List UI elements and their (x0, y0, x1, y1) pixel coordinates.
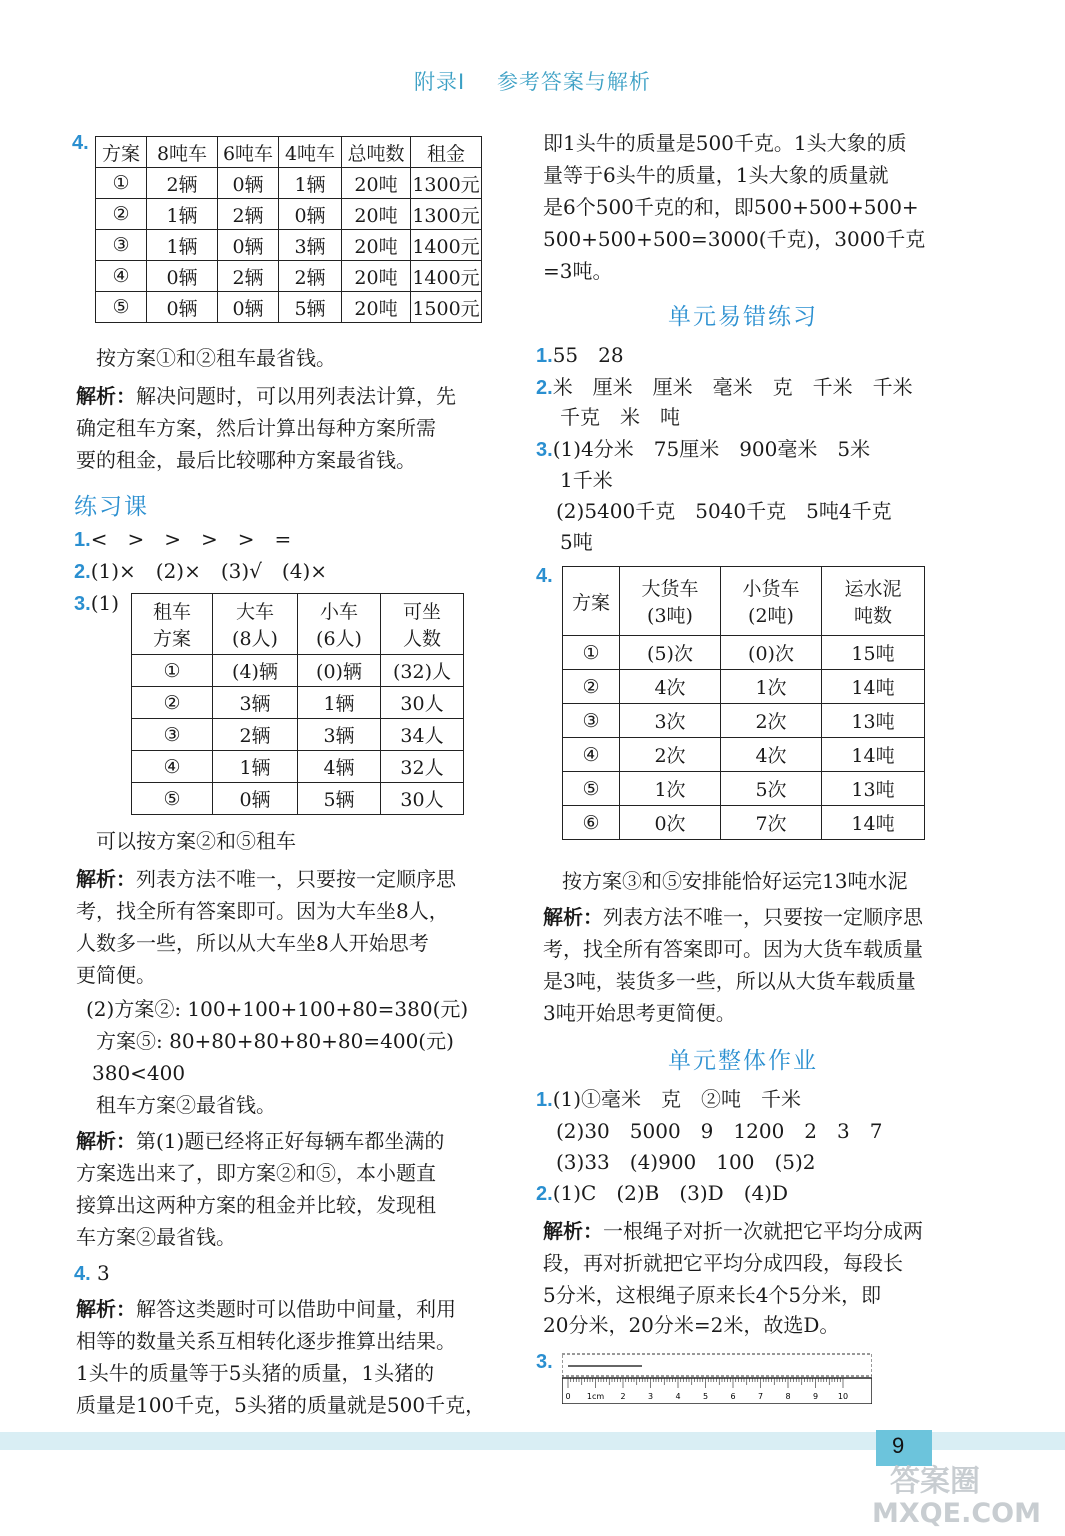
ruler-label: 10 (837, 1392, 849, 1401)
cont-3: 是6个500千克的和，即500+500+500+ (543, 195, 919, 219)
table-row (132, 751, 464, 783)
table-cell: 5辆 (298, 783, 381, 815)
table-cell: ① (563, 636, 620, 670)
e4-analysis-4: 3吨开始思考更简便。 (543, 1001, 736, 1025)
table-header: 小车 (6人) (298, 594, 381, 655)
table-header: 租车 方案 (132, 594, 213, 655)
cont-4: 500+500+500=3000(千克)，3000千克 (543, 227, 926, 251)
table-row (563, 772, 925, 806)
practice-q1: 1.< > > > > = (74, 527, 292, 551)
table-cell: (0)辆 (298, 655, 381, 687)
header-title: 参考答案与解析 (496, 70, 651, 94)
w2-analysis-3: 5分米，这根绳子原来长4个5分米，即 (543, 1283, 882, 1307)
w2-analysis-4: 20分米，20分米=2米，故选D。 (543, 1313, 840, 1337)
p3-analysis-4: 更简便。 (76, 963, 156, 987)
table-cell: 0辆 (218, 230, 279, 261)
table-cell: 32人 (381, 751, 464, 783)
table-header: 方案 (96, 137, 147, 168)
error-q3-line3: (2)5400千克 5040千克 5吨4千克 (556, 499, 892, 523)
practice-section-title: 练习课 (74, 494, 149, 520)
unit-section-title: 单元整体作业 (668, 1048, 818, 1074)
table-cell: (4)辆 (213, 655, 298, 687)
table-cell: 14吨 (822, 738, 925, 772)
table-cell: ③ (132, 719, 213, 751)
analysis-label: 解析： (76, 384, 136, 408)
error-q1: 1.55 28 (536, 343, 624, 367)
table-cell: 5辆 (279, 292, 342, 323)
table-cell: 3辆 (279, 230, 342, 261)
table-cell: ⑤ (132, 783, 213, 815)
unit-q1-line2: (2)30 5000 9 1200 2 3 7 (556, 1119, 883, 1143)
table-cell: 20吨 (342, 230, 411, 261)
table-cell: 3辆 (298, 719, 381, 751)
table-cell: 7次 (721, 806, 822, 840)
p3-part2-1: (2)方案②: 100+100+100+80=380(元) (86, 997, 469, 1021)
p3-conclusion: 可以按方案②和⑤租车 (96, 829, 296, 853)
practice-q4: 4. 3 (74, 1261, 110, 1285)
unit-q3: 3. (536, 1351, 553, 1373)
unit-q2: 2.(1)C (2)B (3)D (4)D (536, 1181, 789, 1205)
table-row (96, 168, 482, 199)
table-cell: 0辆 (218, 292, 279, 323)
page-number: 9 (892, 1433, 905, 1458)
table-row (132, 783, 464, 815)
e4-analysis-3: 是3吨，装货多一些，所以从大货车载质量 (543, 969, 916, 993)
q4-conclusion: 按方案①和②租车最省钱。 (96, 346, 336, 370)
table-row (96, 230, 482, 261)
table-cell: ④ (132, 751, 213, 783)
table-header: 大货车 (3吨) (620, 567, 721, 636)
p3-part2-3: 380<400 (92, 1061, 186, 1085)
table-cell: 1400元 (411, 230, 482, 261)
ruler-label: 0 (565, 1392, 571, 1401)
practice-q2: 2.(1)× (2)× (3)√ (4)× (74, 559, 328, 583)
table-cell: 4辆 (298, 751, 381, 783)
table-cell: 0辆 (279, 199, 342, 230)
table-row (96, 199, 482, 230)
table-row (132, 655, 464, 687)
table-cell: 20吨 (342, 292, 411, 323)
table-header: 大车 (8人) (213, 594, 298, 655)
table-row (96, 292, 482, 323)
ruler-label: 3 (647, 1392, 654, 1401)
p4-analysis-2: 相等的数量关系互相转化逐步推算出结果。 (76, 1329, 456, 1353)
table-row (132, 687, 464, 719)
table-header: 方案 (563, 567, 620, 636)
table-cell: 30人 (381, 783, 464, 815)
q4-number: 4. (72, 132, 89, 154)
error-q3: 3.(1)4分米 75厘米 900毫米 5米 (536, 437, 871, 461)
table-cell: 0次 (620, 806, 721, 840)
table-cell: 2辆 (147, 168, 218, 199)
table-cell: 1次 (721, 670, 822, 704)
cont-2: 量等于6头牛的质量，1头大象的质量就 (543, 163, 889, 187)
w2-analysis-1: 解析：一根绳子对折一次就把它平均分成两 (543, 1219, 923, 1243)
bus-table (131, 593, 464, 815)
p3-analysis-3: 人数多一些，所以从大车坐8人开始思考 (76, 931, 429, 955)
table-cell: 1辆 (279, 168, 342, 199)
truck-table (562, 566, 925, 840)
table-cell: 2辆 (213, 719, 298, 751)
p4-analysis-1: 解析：解答这类题时可以借助中间量，利用 (76, 1297, 456, 1321)
page-header (0, 66, 1065, 96)
p3-part2-4: 租车方案②最省钱。 (96, 1093, 276, 1117)
ruler-label: 6 (730, 1392, 736, 1401)
error-q2: 2.米 厘米 厘米 毫米 克 千米 千米 (536, 375, 913, 399)
table-cell: 3次 (620, 704, 721, 738)
table-cell: 2辆 (218, 199, 279, 230)
table-row (132, 719, 464, 751)
table-cell: 13吨 (822, 772, 925, 806)
cont-5: =3吨。 (543, 259, 613, 283)
table-header: 8吨车 (147, 137, 218, 168)
table-header: 总吨数 (342, 137, 411, 168)
table-cell: 5次 (721, 772, 822, 806)
p3-part2-2: 方案⑤: 80+80+80+80+80=400(元) (96, 1029, 454, 1053)
table-cell: ③ (563, 704, 620, 738)
table-header: 6吨车 (218, 137, 279, 168)
table-cell: ⑤ (96, 292, 147, 323)
table-cell: 0辆 (147, 292, 218, 323)
e4-conclusion: 按方案③和⑤安排能恰好运完13吨水泥 (562, 869, 908, 893)
table-cell: 0辆 (147, 261, 218, 292)
table-cell: ② (563, 670, 620, 704)
table-cell: ① (132, 655, 213, 687)
table-cell: 14吨 (822, 806, 925, 840)
watermark-url: MXQE.COM (872, 1498, 1041, 1529)
p3-analysis-2: 考，找全所有答案即可。因为大车坐8人， (76, 899, 449, 923)
table-cell: 20吨 (342, 199, 411, 230)
table-cell: 4次 (620, 670, 721, 704)
table-row (563, 806, 925, 840)
table-cell: 1次 (620, 772, 721, 806)
table-cell: ④ (96, 261, 147, 292)
table-cell: 3辆 (213, 687, 298, 719)
table-cell: 1300元 (411, 199, 482, 230)
error-section-title: 单元易错练习 (668, 304, 818, 330)
table-cell: 15吨 (822, 636, 925, 670)
table-cell: ② (96, 199, 147, 230)
p4-analysis-4: 质量是100千克，5头猪的质量就是500千克， (76, 1393, 486, 1417)
p3-analysis2-4: 车方案②最省钱。 (76, 1225, 236, 1249)
error-q4: 4. (536, 565, 553, 587)
table-cell: ① (96, 168, 147, 199)
table-cell: 20吨 (342, 168, 411, 199)
e4-analysis-1: 解析：列表方法不唯一，只要按一定顺序思 (543, 905, 923, 929)
table-cell: 2辆 (218, 261, 279, 292)
table-header: 小货车 (2吨) (721, 567, 822, 636)
table-header: 租金 (411, 137, 482, 168)
rope-box (562, 1354, 872, 1376)
w2-analysis-2: 段，再对折就把它平均分成四段，每段长 (543, 1251, 903, 1275)
table-cell: 1辆 (147, 199, 218, 230)
p3-analysis2-1: 解析：第(1)题已经将正好每辆车都坐满的 (76, 1129, 445, 1153)
table-header: 4吨车 (279, 137, 342, 168)
ruler-body (562, 1378, 872, 1404)
table-cell: 1辆 (213, 751, 298, 783)
p3-analysis-1: 解析：列表方法不唯一，只要按一定顺序思 (76, 867, 456, 891)
table-cell: 30人 (381, 687, 464, 719)
table-row (563, 704, 925, 738)
unit-q1-line3: (3)33 (4)900 100 (5)2 (556, 1150, 816, 1174)
table-cell: 1辆 (147, 230, 218, 261)
table-row (563, 636, 925, 670)
ruler-label: 9 (812, 1392, 819, 1401)
error-q3-line4: 5吨 (560, 530, 593, 554)
ruler-label: 4 (675, 1392, 681, 1401)
table-cell: 20吨 (342, 261, 411, 292)
table-cell: ③ (96, 230, 147, 261)
ruler-diagram (562, 1352, 872, 1404)
p4-analysis-3: 1头牛的质量等于5头猪的质量，1头猪的 (76, 1361, 435, 1385)
rental-table (95, 136, 482, 323)
ruler-label: 1cm (586, 1392, 605, 1401)
practice-q3: 3.(1) (74, 591, 120, 615)
ruler-label: 5 (702, 1392, 709, 1401)
error-q3-line2: 1千米 (560, 468, 613, 492)
ruler-label: 2 (620, 1392, 626, 1401)
error-q2-line2: 千克 米 吨 (560, 405, 680, 429)
table-cell: ⑥ (563, 806, 620, 840)
table-row (563, 738, 925, 772)
table-cell: ⑤ (563, 772, 620, 806)
table-cell: 2次 (721, 704, 822, 738)
e4-analysis-2: 考，找全所有答案即可。因为大货车载质量 (543, 937, 923, 961)
table-cell: 2辆 (279, 261, 342, 292)
table-cell: 0辆 (218, 168, 279, 199)
appendix-label: 附录Ⅰ (414, 70, 466, 94)
unit-q1: 1.(1)①毫米 克 ②吨 千米 (536, 1087, 802, 1111)
q4-analysis-1: 解析：解决问题时，可以用列表法计算，先 (76, 384, 456, 408)
table-cell: 1辆 (298, 687, 381, 719)
table-cell: 2次 (620, 738, 721, 772)
cont-1: 即1头牛的质量是500千克。1头大象的质 (543, 131, 907, 155)
table-row (563, 670, 925, 704)
table-cell: (32)人 (381, 655, 464, 687)
table-header: 可坐 人数 (381, 594, 464, 655)
watermark-logo: 答案圈 (890, 1464, 980, 1499)
table-cell: 1400元 (411, 261, 482, 292)
table-cell: 4次 (721, 738, 822, 772)
ruler-label: 7 (757, 1392, 764, 1401)
table-cell: 34人 (381, 719, 464, 751)
table-cell: 14吨 (822, 670, 925, 704)
table-row (96, 261, 482, 292)
table-header: 运水泥 吨数 (822, 567, 925, 636)
table-cell: (5)次 (620, 636, 721, 670)
table-cell: ④ (563, 738, 620, 772)
ruler-label: 8 (785, 1392, 791, 1401)
q4-analysis-3: 要的租金，最后比较哪种方案最省钱。 (76, 448, 416, 472)
table-cell: 13吨 (822, 704, 925, 738)
table-cell: ② (132, 687, 213, 719)
p3-analysis2-2: 方案选出来了，即方案②和⑤，本小题直 (76, 1161, 436, 1185)
p3-analysis2-3: 接算出这两种方案的租金并比较，发现租 (76, 1193, 436, 1217)
q4-analysis-2: 确定租车方案，然后计算出每种方案所需 (76, 416, 436, 440)
table-cell: 1500元 (411, 292, 482, 323)
table-cell: (0)次 (721, 636, 822, 670)
table-cell: 0辆 (213, 783, 298, 815)
table-cell: 1300元 (411, 168, 482, 199)
